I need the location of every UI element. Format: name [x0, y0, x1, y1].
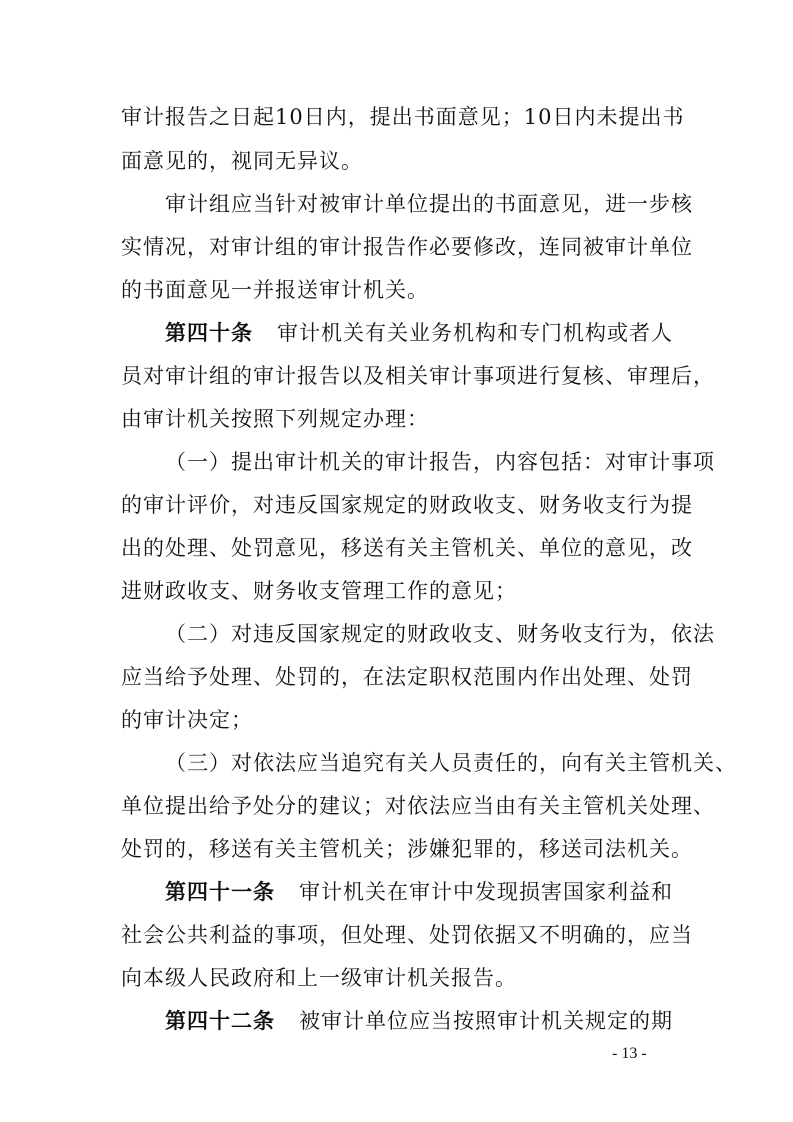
text-line: 的审计评价，对违反国家规定的财政收支、财务收支行为提	[121, 493, 693, 517]
text-line: 单位提出给予处分的建议；对依法应当由有关主管机关处理、	[121, 794, 715, 818]
article-41-line	[165, 877, 681, 907]
text-line: 的审计决定；	[121, 708, 253, 732]
item-2-line: （二）对违反国家规定的财政收支、财务收支行为，依法	[165, 622, 715, 646]
article-41-heading: 第四十一条	[165, 879, 275, 904]
article-41-text: 审计机关在审计中发现损害国家利益和	[299, 880, 673, 904]
text-line: 出的处理、处罚意见，移送有关主管机关、单位的意见，改	[121, 536, 693, 560]
text-line: 处罚的，移送有关主管机关；涉嫌犯罪的，移送司法机关。	[121, 837, 693, 861]
item-3-line: （三）对依法应当追究有关人员责任的，向有关主管机关、	[165, 751, 737, 775]
item-1-line: （一）提出审计机关的审计报告，内容包括：对审计事项	[165, 450, 715, 474]
article-40-text: 审计机关有关业务机构和专门机构或者人	[277, 321, 673, 345]
text-line: 应当给予处理、处罚的，在法定职权范围内作出处理、处罚	[121, 665, 693, 689]
article-42-heading: 第四十二条	[165, 1008, 275, 1033]
text-line: 由审计机关按照下列规定办理：	[121, 407, 429, 431]
article-42-line	[165, 1006, 681, 1036]
article-40-heading: 第四十条	[165, 320, 253, 345]
text-line: 向本级人民政府和上一级审计机关报告。	[121, 966, 517, 990]
article-40-line	[165, 318, 681, 348]
text-line: 的书面意见一并报送审计机关。	[121, 278, 429, 302]
text-line: 社会公共利益的事项，但处理、处罚依据又不明确的，应当	[121, 923, 693, 947]
text-line: 面意见的，视同无异议。	[121, 149, 363, 173]
paragraph-start-line: 审计组应当针对被审计单位提出的书面意见，进一步核	[165, 192, 693, 216]
text-line: 实情况，对审计组的审计报告作必要修改，连同被审计单位	[121, 235, 693, 259]
article-42-text: 被审计单位应当按照审计机关规定的期	[299, 1009, 673, 1033]
text-line: 员对审计组的审计报告以及相关审计事项进行复核、审理后，	[121, 364, 715, 388]
text-line: 审计报告之日起10日内，提出书面意见；10日内未提出书	[121, 105, 685, 129]
text-line: 进财政收支、财务收支管理工作的意见；	[121, 579, 517, 603]
page-number: - 13 -	[612, 1045, 647, 1062]
